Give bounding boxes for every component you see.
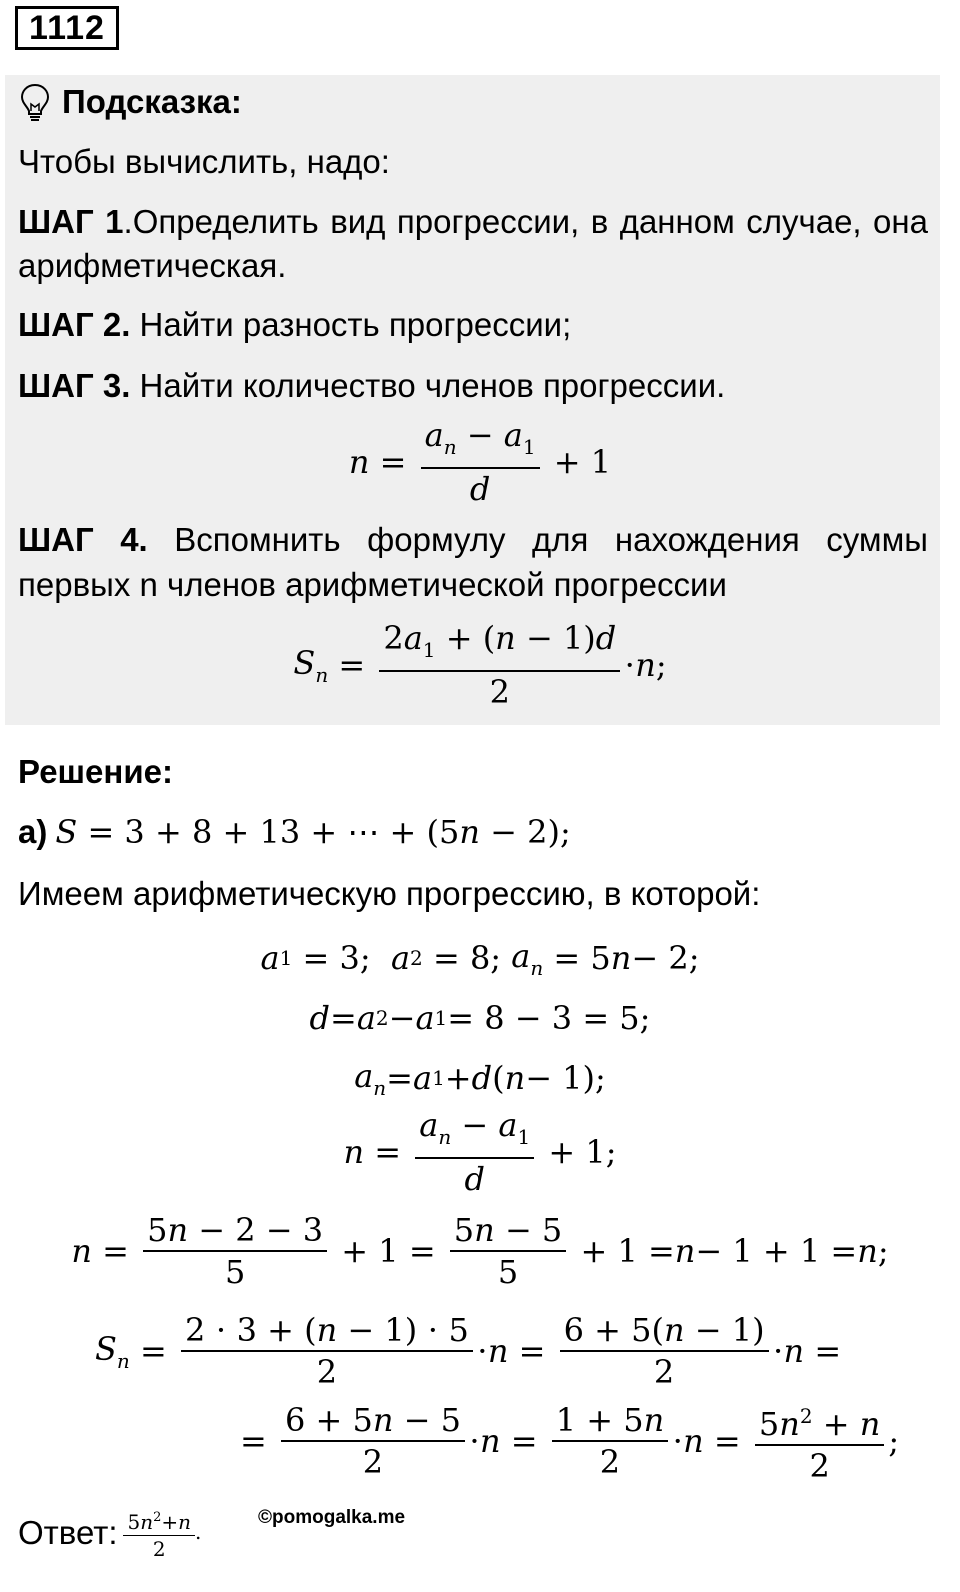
step4-line1 [18, 518, 928, 562]
step3-line [18, 364, 725, 408]
eq-n-formula: n = $\frac{a_n - a_1}{d}$ + 1; [343, 1106, 617, 1198]
lightbulb-icon [18, 82, 52, 124]
step2-label: ШАГ 2. [18, 306, 131, 343]
formula-n: n = $\frac{a_n - a_1}{d}$ + 1 [348, 416, 612, 508]
answer-value: $\frac{5n^2+n}{2}$ . [123, 1505, 201, 1562]
step3-label: ШАГ 3. [18, 367, 131, 404]
solution-title: Решение: [18, 753, 173, 790]
eq-terms: a 1 = 3; a 2 = 8; $a_n$ = 5 n − 2; [260, 936, 700, 980]
step2-line [18, 303, 571, 347]
formula-sum: $S_n$ = $\frac{2a_1 + (n - 1)d}{2}$ ⋅ n ; [293, 619, 667, 711]
step3-text: Найти количество членов прогрессии. [130, 367, 726, 404]
eq-sum-step2: = $\frac{6 + 5n - 5}{2}$ ⋅ n = $\frac{1 + 5n}{2}$ ⋅ n = $\frac{5n^2 + n}{2}$ ; [240, 1398, 899, 1484]
answer-label: Ответ: [18, 1514, 118, 1551]
answer-line [18, 1500, 201, 1566]
eq-general-term: $a_n$ = a 1 + d ( n − 1); [354, 1056, 606, 1100]
step1-line1 [18, 200, 928, 244]
step1-text-a: .Определить вид прогрессии, в данном случае, она [123, 203, 928, 240]
step4-label: ШАГ 4. [18, 521, 148, 558]
hint-title: Подсказка: [62, 83, 242, 120]
step4-text-a: Вспомнить формулу для нахождения суммы [174, 521, 929, 558]
eq-difference: d = a 2 − a 1 = 8 − 3 = 5; [309, 999, 651, 1037]
hint-intro: Чтобы вычислить, надо: [18, 143, 390, 180]
eq-n-compute: n = $\frac{5n - 2 - 3}{5}$ + 1 = $\frac{5n - 5}{5}$ + 1 = n − 1 + 1 = n ; [71, 1211, 889, 1291]
part-a-line [18, 810, 571, 854]
part-a-expression: S = 3 + 8 + 13 + ⋯ + (5n − 2); [55, 813, 571, 851]
watermark: ©pomogalka.me [258, 1507, 406, 1528]
problem-number: 1112 [15, 6, 119, 50]
part-a-label: а) [18, 813, 48, 850]
step1-text-b: арифметическая. [18, 247, 287, 284]
solution-intro: Имеем арифметическую прогрессию, в которой: [18, 875, 761, 912]
step4-text-b: первых n членов арифметической прогрессии [18, 566, 727, 603]
eq-sum-step1: $S_n$ = $\frac{2 \cdot 3 + (n - 1) \cdot 5}{2}$ ⋅ n = $\frac{6 + 5(n - 1)}{2}$ ⋅ n = [95, 1311, 842, 1391]
step1-label: ШАГ 1 [18, 203, 124, 240]
step2-text: Найти разность прогрессии; [130, 306, 572, 343]
